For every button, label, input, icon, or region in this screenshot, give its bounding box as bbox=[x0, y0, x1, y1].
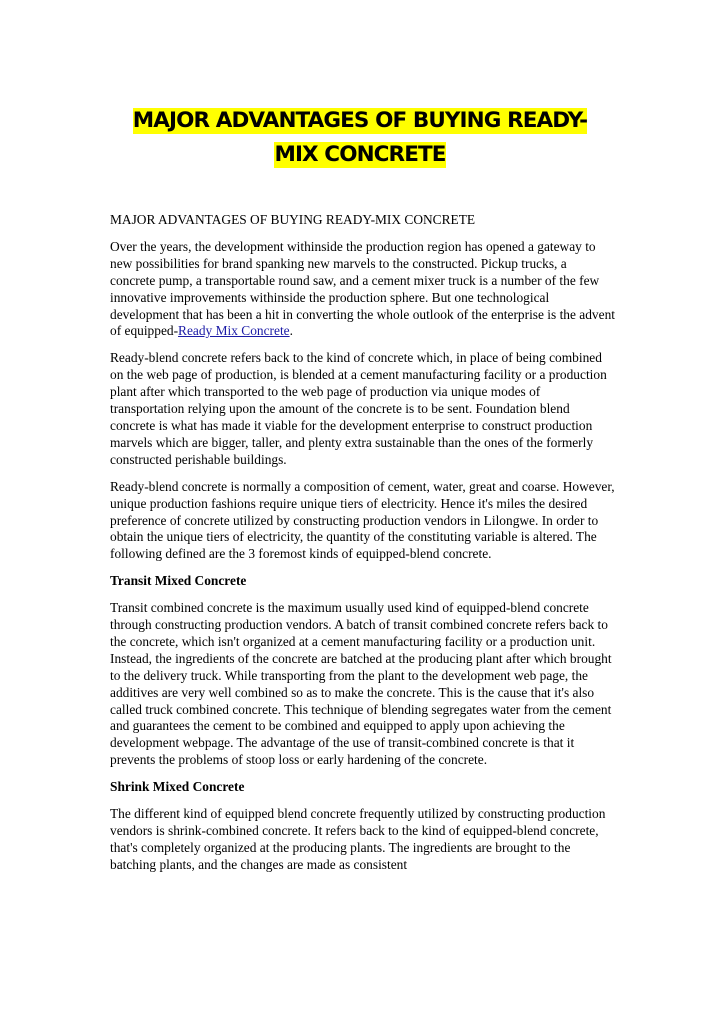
ready-mix-concrete-link[interactable]: Ready Mix Concrete bbox=[178, 323, 290, 339]
subheading-shrink-mixed: Shrink Mixed Concrete bbox=[110, 779, 245, 795]
subheading-transit-mixed: Transit Mixed Concrete bbox=[110, 573, 247, 589]
paragraph-composition: Ready-blend concrete is normally a composition of cement, water, great and coarse. However, unique production fashions require unique tiers of electricity. Hence it's miles the desired preference of concrete utilized by constructing production vendors in Lilongwe. In order to obtain the unique tiers of electricity, the quantity of the constituting variable is altered. The following defined are the 3 foremost kinds of equipped-blend concrete. bbox=[110, 478, 615, 562]
title-line-2: MIX CONCRETE bbox=[274, 142, 446, 167]
paragraph-intro-text: Over the years, the development withinside the production region has opened a gateway to new possibilities for brand spanking new marvels to the constructed. Pickup trucks, a concrete pump, a transportable round saw, and a cement mixer truck is a number of the few innovative improvements withinside the production sphere. But one technological development that has been a hit in converting the whole outlook of the enterprise is the advent of equipped- bbox=[110, 238, 615, 339]
paragraph-intro bbox=[110, 239, 615, 340]
document-body bbox=[110, 212, 615, 884]
paragraph-shrink-mixed: The different kind of equipped blend concrete frequently utilized by constructing production vendors is shrink-combined concrete. It refers back to the kind of equipped-blend concrete, that's completely organized at the producing plants. The ingredients are brought to the batching plants, and the changes are made as consistent bbox=[110, 806, 606, 872]
section-heading: MAJOR ADVANTAGES OF BUYING READY-MIX CONCRETE bbox=[110, 212, 476, 227]
paragraph-ready-blend: Ready-blend concrete refers back to the kind of concrete which, in place of being combined on the web page of production, is blended at a cement manufacturing facility or a production plant after which transported to the web page of production via unique modes of transportation relying upon the amount of the concrete is to be sent. Foundation blend concrete is what has made it viable for the development enterprise to construct production marvels which are bigger, taller, and plenty extra sustainable than the ones of the formerly constructed perishable buildings. bbox=[110, 350, 607, 467]
document-title bbox=[100, 104, 620, 172]
title-line-1: MAJOR ADVANTAGES OF BUYING READY- bbox=[132, 108, 588, 133]
paragraph-transit-mixed: Transit combined concrete is the maximum usually used kind of equipped-blend concrete through constructing production vendors. A batch of transit combined concrete refers back to the concrete, which isn't organized at a cement manufacturing facility or a production unit. Instead, the ingredients of the concrete are batched at the producing plant after which brought to the delivery truck. While transporting from the plant to the development web page, the additives are very well combined so as to make the concrete. This is the cause that it's also called truck combined concrete. This technique of blending segregates water from the cement and guarantees the cement to be combined and equipped to apply upon achieving the development webpage. The advantage of the use of transit-combined concrete is that it prevents the problems of stoop loss or early hardening of the concrete. bbox=[110, 600, 612, 768]
paragraph-intro-end: . bbox=[289, 323, 293, 339]
